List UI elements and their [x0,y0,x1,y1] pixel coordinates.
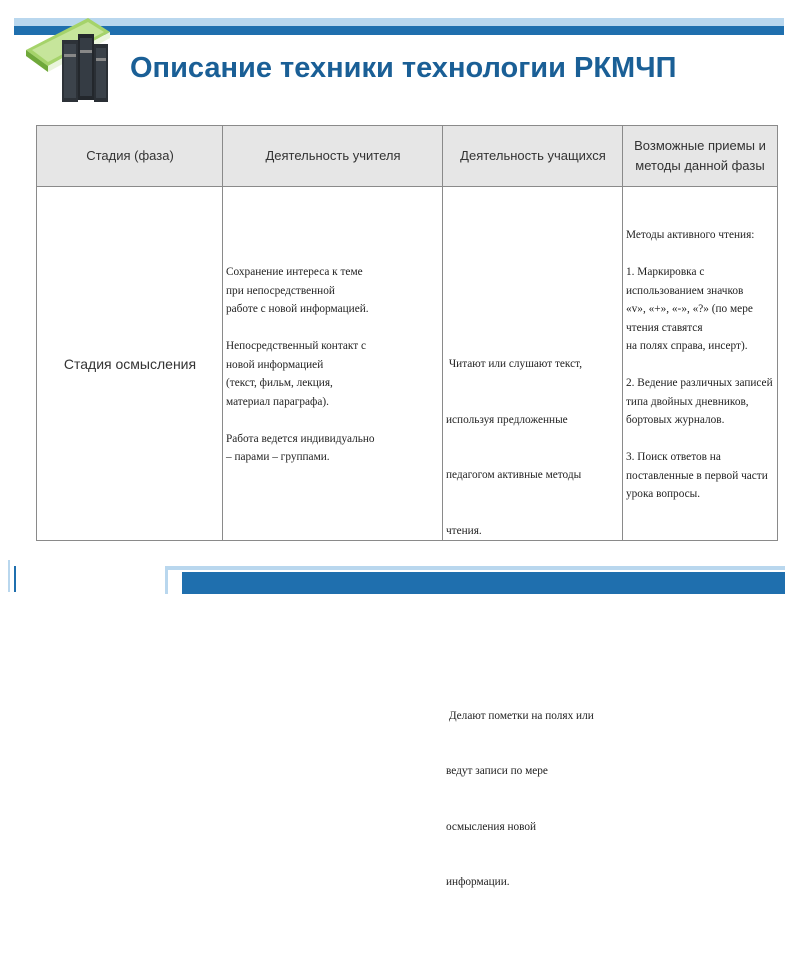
students-paragraph [446,670,622,929]
text-line: педагогом активные методы [446,469,582,481]
header-stripe-dark [14,26,784,35]
header-teacher: Деятельность учителя [265,147,401,163]
text-line: Читают или слушают текст, [446,358,583,370]
students-paragraph [446,318,622,577]
methods-cell [626,187,776,504]
text-line: Сохранение интереса к теме [226,266,363,278]
books-icon [18,10,128,105]
teacher-cell [226,187,442,467]
text-line: 2. Ведение различных записей [626,377,773,389]
text-line: бортовых журналов. [626,414,725,426]
text-line: на полях справа, инсерт). [626,340,748,352]
text-line: используя предложенные [446,413,568,426]
methods-paragraph [626,374,776,430]
text-line: чтения ставятся [626,321,703,334]
text-line: урока вопросы. [626,488,701,500]
text-line: «v», «+», «-», «?» (по мере [626,303,753,315]
text-line: поставленные в первой части [626,469,768,482]
text-line: 3. Поиск ответов на [626,451,721,463]
methods-paragraph [626,263,776,356]
teacher-paragraph [226,263,442,319]
header-stage: Стадия (фаза) [86,147,174,163]
text-line: 1. Маркировка с [626,266,705,278]
text-line: новой информацией [226,358,324,371]
text-line: – парами – группами. [226,451,330,463]
text-line: материал параграфа). [226,395,329,408]
footer-tick [165,566,168,594]
techniques-table [36,125,778,888]
text-line: информации. [446,876,510,888]
text-line: Методы активного чтения: [626,229,755,241]
text-line: Непосредственный контакт с [226,340,367,352]
text-line: чтения. [446,524,482,537]
methods-paragraph [626,226,776,245]
text-line: типа двойных дневников, [626,395,749,408]
text-line: работе с новой информацией. [226,303,369,315]
text-line: использованием значков [626,284,744,297]
page-title: Описание техники технологии РКМЧП [130,52,677,84]
teacher-paragraph [226,337,442,411]
text-line: при непосредственной [226,284,335,297]
footer-stripe-dark [182,572,785,594]
header-stripe-light [14,18,784,26]
stage-cell: Стадия осмысления [63,355,197,372]
text-line: ведут записи по мере [446,765,548,777]
footer-tick [14,566,16,592]
teacher-paragraph [226,430,442,467]
text-line: Делают пометки на полях или [446,709,594,722]
footer-tick [8,560,10,592]
text-line: Работа ведется индивидуально [226,432,375,445]
text-line: осмысления новой [446,820,537,833]
header-students: Деятельность учащихся [460,147,606,163]
footer-stripe-light [165,566,785,570]
methods-paragraph [626,448,776,504]
header-methods: Возможные приемы и методы данной фазы [634,137,766,173]
text-line: (текст, фильм, лекция, [226,377,333,389]
